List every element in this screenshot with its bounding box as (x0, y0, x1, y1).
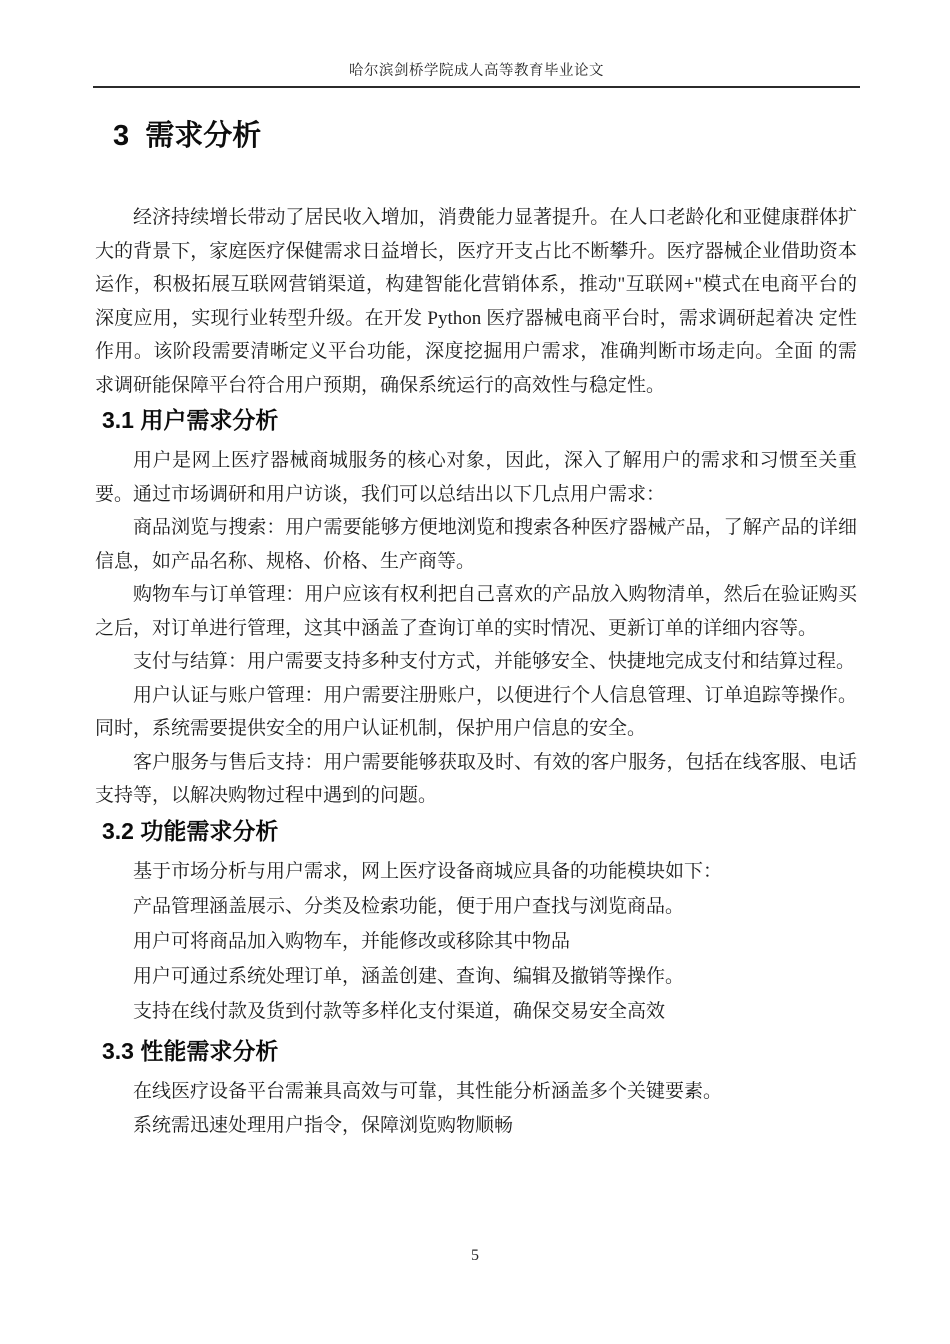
paragraph-function-overview: 基于市场分析与用户需求，网上医疗设备商城应具备的功能模块如下： (133, 860, 723, 882)
paragraph-payment-function: 支持在线付款及货到付款等多样化支付渠道，确保交易安全高效 (133, 1000, 666, 1022)
paragraph-user-needs-overview: 用户是网上医疗器械商城服务的核心对象，因此，深入了解用户的需求和习惯至关重要。通过市场调研和用户访谈，我们可以总结出以下几点用户需求： (95, 450, 857, 505)
paragraph-browse-search: 商品浏览与搜索：用户需要能够方便地浏览和搜索各种医疗器械产品，了解产品的详细信息，如产品名称、规格、价格、生产商等。 (95, 517, 857, 572)
page-number (0, 1247, 950, 1265)
page-header (93, 0, 860, 88)
section-heading-3-3: 3.3 性能需求分析 (102, 1038, 279, 1064)
section-heading-3-1: 3.1 用户需求分析 (102, 407, 279, 433)
paragraph-order-function: 用户可通过系统处理订单，涵盖创建、查询、编辑及撤销等操作。 (133, 965, 685, 987)
paragraph-performance-speed: 系统需迅速处理用户指令，保障浏览购物顺畅 (133, 1114, 514, 1136)
header-title: 哈尔滨剑桥学院成人高等教育毕业论文 (349, 63, 604, 79)
paragraph-product-management: 产品管理涵盖展示、分类及检索功能，便于用户查找与浏览商品。 (133, 895, 685, 917)
intro-paragraph: 经济持续增长带动了居民收入增加，消费能力显著提升。在人口老龄化和亚健康群体扩大的背景下，家庭医疗保健需求日益增长，医疗开支占比不断攀升。医疗器械企业借助资本运作，积极拓展互联网营销渠道，构建智能化营销体系，推动"互联网+"模式在电商平台的深度应用，实现行业转型升级。在开发 Python 医疗器械电商平台时，需求调研起着决 定性作用。该阶段需要清晰定义平台功能，深度挖掘用户需求，准确判断市场走向。全面 的需求调研能保障平台符合用户预期，确保系统运行的高效性与稳定性。 (95, 207, 857, 396)
section-heading-3-2: 3.2 功能需求分析 (102, 817, 279, 844)
chapter-heading: 3 需求分析 (113, 120, 262, 152)
paragraph-cart-function: 用户可将商品加入购物车，并能修改或移除其中物品 (133, 930, 571, 952)
paragraph-cart-orders: 购物车与订单管理：用户应该有权利把自己喜欢的产品放入购物清单，然后在验证购买之后，对订单进行管理，这其中涵盖了查询订单的实时情况、更新订单的详细内容等。 (95, 584, 857, 639)
page-number-value: 5 (471, 1247, 479, 1264)
paragraph-performance-overview: 在线医疗设备平台需兼具高效与可靠，其性能分析涵盖多个关键要素。 (133, 1081, 723, 1102)
paragraph-payment-settlement: 支付与结算：用户需要支持多种支付方式，并能够安全、快捷地完成支付和结算过程。 (133, 651, 856, 672)
paragraph-customer-service: 客户服务与售后支持：用户需要能够获取及时、有效的客户服务，包括在线客服、电话支持等，以解决购物过程中遇到的问题。 (95, 751, 857, 806)
page-content (95, 90, 857, 1142)
paragraph-auth-account: 用户认证与账户管理：用户需要注册账户，以便进行个人信息管理、订单追踪等操作。同时，系统需要提供安全的用户认证机制，保护用户信息的安全。 (95, 684, 857, 739)
